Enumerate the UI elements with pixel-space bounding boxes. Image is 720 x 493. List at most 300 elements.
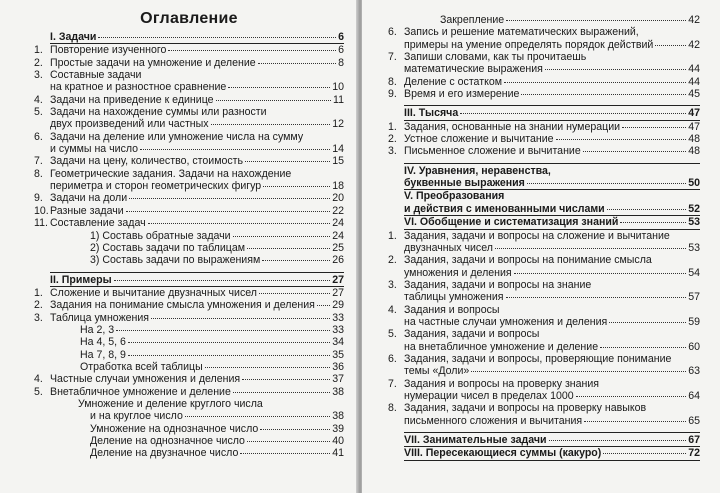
toc-entry-number — [388, 105, 404, 120]
dot-leader — [168, 50, 336, 51]
toc-entry-line — [404, 39, 700, 51]
toc-entry — [34, 312, 344, 324]
toc-entry-text: примеры на умение определять порядок действий — [404, 38, 654, 51]
toc-entry-text: Задания, задачи и вопросы на знание — [404, 278, 592, 291]
dot-leader — [260, 429, 330, 430]
toc-entry-number — [34, 31, 50, 44]
toc-entry-text: и на круглое число — [90, 410, 183, 423]
toc-entry-body — [404, 378, 700, 403]
dot-leader — [126, 211, 331, 212]
toc-entry-number: 8. — [388, 75, 397, 88]
toc-entry-text: на внетабличное умножение и деление — [404, 340, 599, 353]
dot-leader — [114, 280, 331, 281]
toc-entry-line — [50, 192, 344, 204]
toc-entry-text: Сложение и вычитание двузначных чисел — [50, 286, 257, 299]
toc-entry — [34, 230, 344, 242]
toc-entry-line — [404, 88, 700, 100]
toc-entry — [34, 410, 344, 422]
dot-leader — [504, 82, 686, 83]
toc-entry-text: 3) Составь задачи по выражениям — [90, 254, 261, 267]
toc-page-number: 42 — [688, 14, 700, 26]
toc-page-number: 53 — [688, 216, 700, 229]
toc-page-number: 39 — [332, 422, 344, 435]
toc-entry — [388, 230, 700, 255]
toc-entry — [34, 287, 344, 299]
toc-entry-number — [34, 336, 50, 348]
toc-page-number: 33 — [332, 323, 344, 336]
toc-entry-line — [50, 44, 344, 56]
toc-entry — [388, 88, 700, 100]
toc-entry-text: Умножение и деление круглого числа — [78, 397, 263, 410]
toc-entry-line — [90, 410, 344, 422]
toc-page-number: 34 — [332, 336, 344, 349]
toc-entry-line — [90, 230, 344, 242]
toc-page-number: 48 — [688, 133, 700, 146]
toc-entry-line — [80, 361, 344, 373]
toc-entry-text: Задачи на цену, количество, стоимость — [50, 155, 244, 168]
toc-title: Оглавление — [140, 10, 238, 27]
toc-entry-line — [404, 267, 700, 279]
toc-entry-text: Простые задачи на умножение и деление — [50, 56, 256, 69]
toc-entry-text: Таблица умножения — [50, 311, 150, 324]
toc-entry-body — [50, 155, 344, 167]
toc-entry-line — [90, 242, 344, 254]
toc-entry-body — [50, 242, 344, 254]
toc-entry-text: периметра и сторон геометрических фигур — [50, 180, 262, 193]
toc-entry-number: 5. — [34, 106, 43, 119]
toc-entry-line — [404, 230, 700, 242]
toc-entry-line — [50, 143, 344, 155]
dot-leader — [128, 342, 330, 343]
toc-entry-number: 4. — [34, 93, 43, 106]
toc-entry-number — [388, 432, 404, 447]
toc-entry-number — [388, 14, 404, 26]
toc-page-number: 40 — [332, 435, 344, 447]
toc-entry-number: 9. — [388, 88, 397, 101]
toc-page-number: 41 — [332, 447, 344, 460]
toc-entry-body — [50, 324, 344, 336]
dot-leader — [140, 149, 330, 150]
toc-entry-text: На 2, 3 — [80, 323, 115, 336]
dot-leader — [576, 396, 687, 397]
dot-leader — [506, 20, 686, 21]
toc-page-number: 24 — [332, 217, 344, 230]
toc-entry-body — [404, 163, 700, 191]
toc-entry-line — [404, 378, 700, 390]
toc-entry-text: двух произведений или частных — [50, 118, 209, 131]
toc-entry-text: Деление на двузначное число — [90, 447, 239, 460]
toc-entry — [34, 44, 344, 56]
dot-leader — [263, 186, 330, 187]
toc-entry-text: умножения и деления — [404, 266, 512, 279]
toc-entry-body — [50, 336, 344, 348]
dot-leader — [262, 260, 330, 261]
toc-entry-number — [34, 242, 50, 254]
dot-leader — [128, 355, 330, 356]
toc-section-heading — [388, 447, 700, 460]
toc-entry-text: Составление задач — [50, 217, 146, 230]
toc-page-number: 45 — [688, 88, 700, 101]
toc-entry — [34, 299, 344, 311]
toc-entry — [388, 402, 700, 427]
toc-entry-text: Запиши словами, как ты прочитаешь — [404, 51, 587, 64]
dot-leader — [151, 318, 330, 319]
toc-entry — [388, 76, 700, 88]
toc-entry-text: Задания, задачи и вопросы на проверку навыков — [404, 402, 647, 415]
toc-entry-number — [34, 435, 50, 447]
dot-leader — [549, 440, 687, 441]
toc-entry-text: на частные случаи умножения и деления — [404, 315, 608, 328]
dot-leader — [98, 37, 336, 38]
toc-entry-number — [34, 423, 50, 435]
toc-entry-body — [404, 432, 700, 447]
toc-page-number: 20 — [332, 192, 344, 205]
toc-entry-line — [90, 447, 344, 459]
toc-entry-line — [404, 390, 700, 402]
toc-page-number: 44 — [688, 75, 700, 88]
toc-entry-text: Задания, задачи и вопросы на понимание смысла — [404, 254, 652, 267]
toc-entry-number — [388, 190, 404, 216]
toc-entry-number — [34, 254, 50, 266]
toc-entry-body — [404, 304, 700, 329]
toc-page-number: 22 — [332, 204, 344, 217]
toc-entry-number: 2. — [34, 299, 43, 312]
toc-entry-text: Деление с остатком — [404, 75, 502, 88]
toc-entry-body — [404, 279, 700, 304]
toc-entry-text: Задания, задачи и вопросы, проверяющие понимание — [404, 352, 672, 365]
toc-entry-body — [404, 230, 700, 255]
toc-entry-line — [404, 63, 700, 75]
dot-leader — [620, 222, 686, 223]
toc-entry-text: Составные задачи — [50, 69, 142, 82]
toc-entry-line — [50, 131, 344, 143]
toc-entry-number: 2. — [34, 56, 43, 69]
toc-entry-body — [50, 272, 344, 287]
toc-entry-body — [50, 447, 344, 459]
toc-entry-body — [404, 216, 700, 229]
toc-page-number: 29 — [332, 299, 344, 312]
toc-entry — [388, 121, 700, 133]
toc-entry-line — [404, 365, 700, 377]
dot-leader — [247, 441, 330, 442]
dot-leader — [556, 139, 687, 140]
dot-leader — [603, 453, 686, 454]
toc-entry — [34, 435, 344, 447]
toc-entry-line — [50, 168, 344, 180]
toc-entry-number: 5. — [388, 328, 397, 341]
toc-list-right — [388, 14, 700, 461]
toc-entry-line — [90, 435, 344, 447]
toc-entry-line — [90, 423, 344, 435]
toc-entry-line — [404, 203, 700, 215]
toc-entry-text: Задания и вопросы — [404, 303, 500, 316]
toc-entry-number — [34, 447, 50, 459]
dot-leader — [129, 198, 330, 199]
toc-page-number: 24 — [332, 229, 344, 242]
toc-entry — [34, 447, 344, 459]
toc-entry-line — [50, 373, 344, 385]
toc-page-number: 11 — [333, 93, 344, 106]
dot-leader — [233, 392, 330, 393]
toc-entry-body — [404, 145, 700, 157]
toc-entry-line — [404, 121, 700, 133]
toc-entry-number: 7. — [388, 51, 397, 64]
toc-entry-line — [50, 217, 344, 229]
toc-entry — [34, 155, 344, 167]
toc-entry — [34, 398, 344, 410]
toc-entry-line — [90, 254, 344, 266]
toc-entry-line — [80, 336, 344, 348]
toc-entry — [388, 328, 700, 353]
toc-entry-text: темы «Доли» — [404, 365, 470, 378]
dot-leader — [211, 124, 331, 125]
dot-leader — [259, 293, 330, 294]
dot-leader — [521, 94, 686, 95]
toc-entry-text: на кратное и разностное сравнение — [50, 81, 227, 94]
dot-leader — [655, 45, 686, 46]
dot-leader — [185, 416, 330, 417]
toc-entry-line — [50, 81, 344, 93]
dot-leader — [216, 100, 331, 101]
toc-entry-text: Закрепление — [440, 14, 505, 26]
toc-entry-text: Задания и вопросы на проверку знания — [404, 377, 600, 390]
toc-entry-line — [50, 94, 344, 106]
toc-entry-number: 4. — [388, 303, 397, 316]
toc-entry-body — [50, 192, 344, 204]
dot-leader — [527, 183, 686, 184]
toc-entry-line — [404, 316, 700, 328]
toc-entry-body — [50, 69, 344, 94]
toc-entry-text: VII. Занимательные задачи — [404, 434, 547, 446]
toc-entry — [34, 361, 344, 373]
toc-entry-text: письменного сложения и вычитания — [404, 414, 583, 427]
toc-entry-line — [404, 133, 700, 145]
toc-section-heading — [388, 190, 700, 216]
toc-entry-body — [50, 168, 344, 193]
toc-page-number: 42 — [688, 38, 700, 51]
toc-entry-text: нумерации чисел в пределах 1000 — [404, 389, 574, 402]
toc-entry — [34, 131, 344, 156]
toc-entry-body — [50, 217, 344, 229]
toc-entry-body — [50, 287, 344, 299]
dot-leader — [228, 87, 330, 88]
toc-page-number: 57 — [688, 291, 700, 304]
right-page — [362, 0, 720, 493]
toc-entry-text: Задания, задачи и вопросы — [404, 328, 540, 341]
toc-entry-line — [404, 291, 700, 303]
toc-entry-body — [50, 299, 344, 311]
toc-entry-line — [404, 402, 700, 414]
toc-entry-text: IV. Уравнения, неравенства, — [404, 164, 551, 177]
toc-entry-line — [50, 31, 344, 43]
toc-entry-body — [404, 88, 700, 100]
toc-entry-text: Задачи на деление или умножение числа на сумму — [50, 130, 304, 143]
toc-page-number: 47 — [688, 120, 700, 133]
toc-entry-line — [404, 304, 700, 316]
toc-entry-body — [404, 121, 700, 133]
toc-entry-number: 4. — [34, 373, 43, 386]
toc-entry-number — [34, 349, 50, 361]
toc-page-number: 54 — [688, 266, 700, 279]
toc-entry-line — [50, 180, 344, 192]
toc-entry-line — [50, 312, 344, 324]
toc-page-number: 6 — [338, 44, 344, 57]
toc-entry-number: 1. — [34, 44, 43, 57]
toc-page-number: 37 — [332, 373, 344, 386]
toc-entry — [34, 217, 344, 229]
toc-entry-number: 3. — [388, 278, 397, 291]
toc-entry-body — [404, 447, 700, 460]
toc-entry — [388, 14, 700, 26]
toc-entry — [34, 242, 344, 254]
toc-entry-line — [404, 145, 700, 157]
toc-entry-line — [50, 106, 344, 118]
toc-entry-number: 8. — [388, 402, 397, 415]
toc-page-number: 48 — [688, 145, 700, 158]
toc-entry-number — [34, 324, 50, 336]
toc-entry-text: Письменное сложение и вычитание — [404, 145, 581, 158]
toc-page-number: 67 — [688, 434, 700, 446]
toc-page-number: 38 — [332, 385, 344, 398]
dot-leader — [460, 113, 686, 114]
toc-entry-number: 1. — [388, 229, 397, 242]
toc-entry — [34, 423, 344, 435]
dot-leader — [116, 330, 330, 331]
toc-entry-text: Повторение изученного — [50, 44, 167, 57]
toc-entry-line — [404, 26, 700, 38]
toc-entry-text: Геометрические задания. Задачи на нахождение — [50, 167, 292, 180]
toc-entry-number — [34, 410, 50, 422]
toc-entry-number — [34, 361, 50, 373]
toc-entry-line — [404, 242, 700, 254]
toc-entry-text: Деление на однозначное число — [90, 435, 245, 447]
toc-entry-body — [50, 361, 344, 373]
toc-entry — [34, 386, 344, 398]
toc-entry — [34, 192, 344, 204]
toc-section-heading — [34, 31, 344, 44]
toc-entry-body — [404, 353, 700, 378]
toc-entry-line — [404, 279, 700, 291]
toc-entry-body — [50, 254, 344, 266]
toc-entry-number: 3. — [34, 69, 43, 82]
toc-entry-text: Умножение на однозначное число — [90, 422, 259, 435]
toc-entry — [388, 279, 700, 304]
toc-entry-text: и действия с именованными числами — [404, 202, 605, 215]
toc-entry-text: III. Тысяча — [404, 107, 459, 120]
toc-page-number: 8 — [338, 56, 344, 69]
toc-entry — [388, 145, 700, 157]
toc-page-number: 14 — [332, 143, 344, 156]
dot-leader — [495, 248, 686, 249]
toc-page-number: 35 — [332, 348, 344, 361]
toc-page-number: 52 — [688, 202, 700, 215]
toc-entry-line — [80, 324, 344, 336]
toc-entry — [34, 349, 344, 361]
toc-entry-number — [388, 447, 404, 460]
toc-entry-line — [404, 328, 700, 340]
dot-leader — [247, 248, 330, 249]
toc-entry-number: 1. — [34, 286, 43, 299]
toc-entry-body — [404, 133, 700, 145]
toc-entry-body — [404, 14, 700, 26]
toc-entry-text: На 4, 5, 6 — [80, 336, 126, 349]
toc-entry-body — [50, 205, 344, 217]
toc-entry-body — [50, 349, 344, 361]
toc-entry-number: 1. — [388, 120, 397, 133]
toc-entry-text: Задачи на доли — [50, 192, 128, 205]
toc-entry-body — [404, 254, 700, 279]
dot-leader — [506, 297, 687, 298]
toc-entry-text: Задачи на нахождение суммы или разности — [50, 106, 267, 119]
dot-leader — [258, 63, 336, 64]
toc-entry-number — [388, 163, 404, 191]
toc-section-heading — [388, 216, 700, 229]
toc-entry-line — [404, 51, 700, 63]
dot-leader — [545, 69, 686, 70]
toc-entry-line — [80, 349, 344, 361]
toc-entry-line — [404, 341, 700, 353]
left-page — [0, 0, 358, 493]
toc-page-number: 10 — [332, 81, 344, 94]
dot-leader — [514, 273, 687, 274]
toc-entry-body — [50, 106, 344, 131]
dot-leader — [471, 371, 686, 372]
toc-entry-body — [50, 131, 344, 156]
toc-entry-text: Разные задачи — [50, 204, 124, 217]
toc-entry-line — [404, 76, 700, 88]
toc-entry-body — [404, 26, 700, 51]
toc-entry-number: 11. — [34, 217, 48, 230]
toc-entry-line — [404, 353, 700, 365]
dot-leader — [583, 151, 686, 152]
toc-entry-body — [50, 398, 344, 410]
toc-entry-line — [404, 165, 700, 177]
toc-page-number: 72 — [688, 447, 700, 460]
dot-leader — [245, 161, 330, 162]
toc-page-number: 47 — [688, 107, 700, 120]
toc-entry-number: 6. — [34, 130, 43, 143]
toc-entry-line — [404, 216, 700, 228]
toc-entry — [388, 254, 700, 279]
toc-entry-number: 2. — [388, 254, 397, 267]
toc-entry-text: математические выражения — [404, 63, 543, 76]
toc-entry-body — [50, 410, 344, 422]
toc-entry-line — [404, 415, 700, 427]
toc-entry-text: II. Примеры — [50, 273, 112, 286]
dot-leader — [240, 453, 330, 454]
toc-entry-body — [404, 76, 700, 88]
toc-page-number: 12 — [332, 118, 344, 131]
toc-entry-number: 10. — [34, 204, 49, 217]
toc-entry-text: Задания, задачи и вопросы на сложение и вычитание — [404, 229, 670, 242]
toc-entry-body — [404, 190, 700, 216]
toc-entry-line — [50, 287, 344, 299]
toc-entry-line — [50, 205, 344, 217]
toc-entry-line — [50, 155, 344, 167]
toc-entry — [34, 106, 344, 131]
toc-entry-body — [50, 94, 344, 106]
toc-entry-body — [50, 373, 344, 385]
toc-entry-text: VI. Обобщение и систематизация знаний — [404, 216, 619, 229]
toc-entry-number: 3. — [34, 311, 43, 324]
toc-entry-text: Частные случаи умножения и деления — [50, 373, 241, 386]
toc-entry-body — [404, 402, 700, 427]
toc-entry-body — [50, 312, 344, 324]
dot-leader — [622, 127, 686, 128]
toc-entry — [34, 373, 344, 385]
toc-entry — [34, 57, 344, 69]
toc-section-heading — [388, 163, 700, 191]
